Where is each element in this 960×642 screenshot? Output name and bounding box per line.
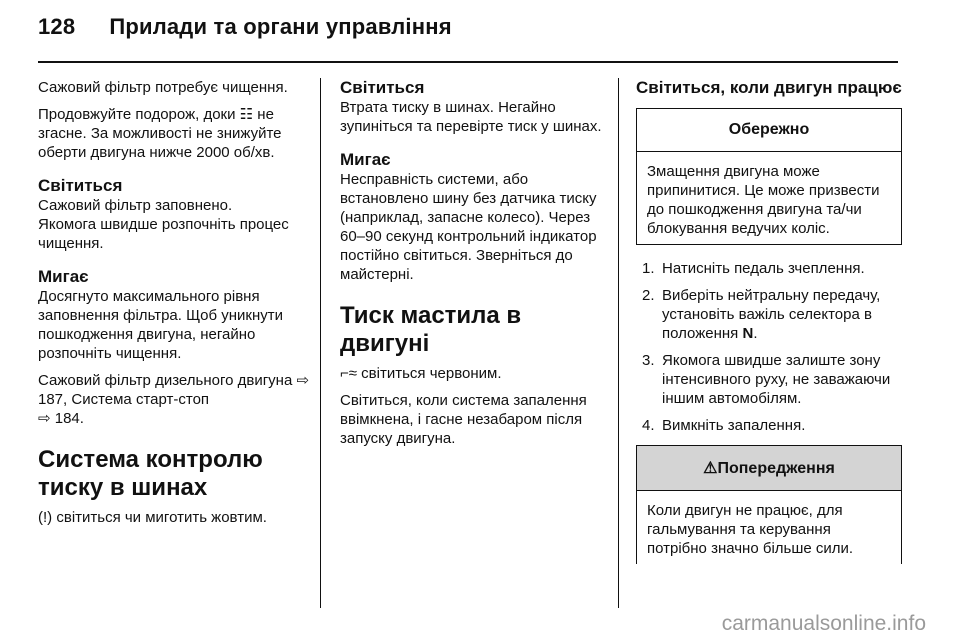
dpf-references: Сажовий фільтр дизельного двигуна ⇨ 187, Система старт-стоп ⇨ 184. — [38, 372, 310, 427]
tire-pressure-icon: (!) — [38, 509, 53, 526]
caution-box — [636, 108, 902, 245]
subheading-lit-engine-running: Світиться, коли двигун працює — [636, 78, 902, 97]
caution-title: Обережно — [637, 109, 901, 152]
list-item: 2. Виберіть нейтральну передачу, установіть важіль селектора в положення N. — [642, 287, 881, 342]
dpf-needs-cleaning: Сажовий фільтр потребує чищення. — [38, 79, 288, 96]
subheading-lit: Світиться — [340, 78, 425, 97]
steps-list — [636, 259, 902, 435]
dpf-lit-text-2: Якомога швидше розпочніть процес чищення. — [38, 216, 289, 252]
oil-can-icon: ⌐≈ — [340, 365, 357, 382]
diesel-filter-icon: ☷ — [239, 106, 254, 123]
warning-triangle-icon: ⚠ — [703, 460, 718, 477]
caution-text: Змащення двигуна може припинитися. Це може призвести до пошкодження двигуна та/чи блокування ведучих коліс. — [647, 163, 880, 237]
reference-arrow-icon: ⇨ — [296, 372, 310, 389]
column-2 — [340, 78, 610, 456]
header-rule — [38, 61, 898, 63]
page-number: 128 — [38, 14, 76, 39]
page-header — [38, 14, 452, 40]
oil-lit-description: Світиться, коли система запалення ввімкнена, і гасне незабаром після запуску двигуна. — [340, 392, 587, 447]
column-divider-2 — [618, 78, 619, 608]
warning-box — [636, 445, 902, 564]
reference-arrow-icon: ⇨ — [38, 410, 51, 427]
dpf-continue-text: Продовжуйте подорож, доки ☷ не згасне. За можливості не знижуйте оберти двигуна нижче 2000 об/хв. — [38, 106, 282, 161]
warning-title: Попередження — [717, 460, 835, 477]
subheading-blink: Мигає — [340, 150, 391, 169]
list-item: 4. Вимкніть запалення. — [642, 417, 806, 434]
column-1 — [38, 78, 312, 535]
subheading-blink: Мигає — [38, 267, 89, 286]
watermark: carmanualsonline.info — [721, 612, 926, 635]
column-3 — [636, 78, 902, 564]
tpms-blink-text: Несправність системи, або встановлено шину без датчика тиску (наприклад, запасне колесо). Через 60–90 секунд контрольний індикатор постійно світиться. Зверніться до майстерні. — [340, 171, 597, 283]
section-heading-tpms: Система контролю тиску в шинах — [38, 446, 263, 501]
section-heading-oil-pressure: Тиск мастила в двигуні — [340, 302, 522, 357]
dpf-lit-text-1: Сажовий фільтр заповнено. — [38, 197, 233, 214]
page-title: Прилади та органи управління — [109, 14, 452, 39]
list-item: 1. Натисніть педаль зчеплення. — [642, 260, 865, 277]
tpms-lit-text: Втрата тиску в шинах. Негайно зупиніться та перевірте тиск у шинах. — [340, 99, 602, 135]
subheading-lit: Світиться — [38, 176, 123, 195]
column-divider-1 — [320, 78, 321, 608]
warning-header — [637, 446, 901, 491]
warning-text: Коли двигун не працює, для гальмування та керування потрібно значно більше сили. — [647, 502, 854, 557]
tpms-status-text: (!) світиться чи миготить жовтим. — [38, 509, 267, 526]
dpf-blink-text: Досягнуто максимального рівня заповнення фільтра. Щоб уникнути пошкодження двигуна, негайно розпочніть чищення. — [38, 288, 284, 362]
oil-status-text: ⌐≈ світиться червоним. — [340, 365, 502, 382]
list-item: 3. Якомога швидше залиште зону інтенсивного руху, не заважаючи іншим автомобілям. — [642, 352, 891, 407]
